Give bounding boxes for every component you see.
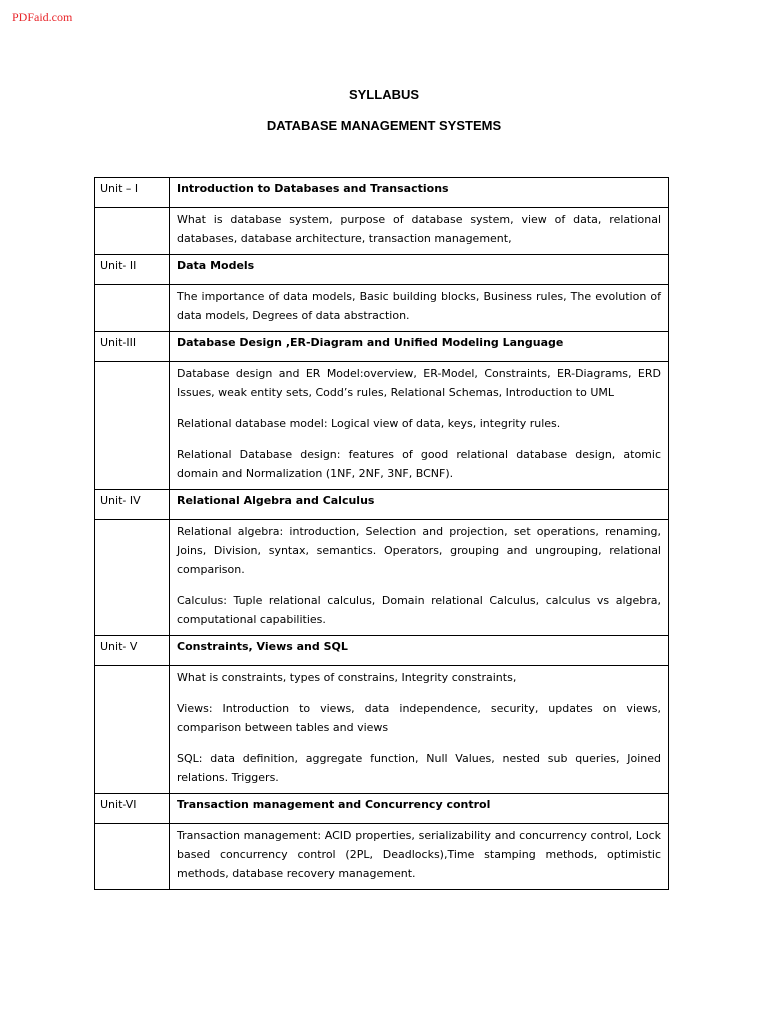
unit-number: Unit- V (95, 636, 170, 666)
unit-description (170, 208, 669, 255)
watermark: PDFaid.com (12, 10, 73, 24)
unit-heading-row (95, 255, 669, 285)
unit-number: Unit-VI (95, 794, 170, 824)
unit-description (170, 362, 669, 490)
unit-heading-row (95, 178, 669, 208)
description-paragraph: Relational algebra: introduction, Selection and projection, set operations, renaming, Joins, Division, syntax, semantics. Operators, grouping and ungrouping, relational comparison. (177, 525, 661, 576)
description-paragraph: Calculus: Tuple relational calculus, Domain relational Calculus, calculus vs algebra, computational capabilities. (177, 594, 661, 626)
description-paragraph: Views: Introduction to views, data independence, security, updates on views, comparison between tables and views (177, 702, 661, 734)
unit-content-row (95, 362, 669, 490)
course-title: DATABASE MANAGEMENT SYSTEMS (266, 118, 502, 133)
unit-content-row (95, 208, 669, 255)
syllabus-table-body (95, 178, 669, 890)
description-paragraph: What is database system, purpose of database system, view of data, relational databases, database architecture, transaction management, (177, 213, 661, 245)
unit-content-row (95, 285, 669, 332)
syllabus-title: SYLLABUS (348, 87, 420, 102)
unit-number: Unit- IV (95, 490, 170, 520)
unit-heading-row (95, 332, 669, 362)
unit-content-row (95, 666, 669, 794)
unit-heading-row (95, 636, 669, 666)
unit-description (170, 824, 669, 890)
unit-empty-cell (95, 824, 170, 890)
unit-empty-cell (95, 666, 170, 794)
unit-description (170, 285, 669, 332)
unit-heading: Transaction management and Concurrency control (170, 794, 669, 824)
description-paragraph: SQL: data definition, aggregate function, Null Values, nested sub queries, Joined relations. Triggers. (177, 752, 661, 784)
unit-empty-cell (95, 208, 170, 255)
unit-description (170, 520, 669, 636)
unit-empty-cell (95, 520, 170, 636)
description-paragraph: The importance of data models, Basic building blocks, Business rules, The evolution of data models, Degrees of data abstraction. (177, 290, 661, 322)
unit-number: Unit-III (95, 332, 170, 362)
unit-description (170, 666, 669, 794)
description-paragraph: Relational Database design: features of good relational database design, atomic domain and Normalization (1NF, 2NF, 3NF, BCNF). (177, 448, 661, 480)
description-paragraph: Relational database model: Logical view of data, keys, integrity rules. (177, 417, 561, 430)
unit-heading-row (95, 794, 669, 824)
unit-heading-row (95, 490, 669, 520)
syllabus-table (94, 177, 669, 890)
description-paragraph: What is constraints, types of constrains, Integrity constraints, (177, 671, 517, 684)
unit-number: Unit- II (95, 255, 170, 285)
unit-heading: Constraints, Views and SQL (170, 636, 669, 666)
unit-content-row (95, 520, 669, 636)
unit-empty-cell (95, 285, 170, 332)
unit-heading: Data Models (170, 255, 669, 285)
unit-content-row (95, 824, 669, 890)
unit-empty-cell (95, 362, 170, 490)
unit-heading: Introduction to Databases and Transactions (170, 178, 669, 208)
description-paragraph: Database design and ER Model:overview, ER-Model, Constraints, ER-Diagrams, ERD Issues, weak entity sets, Codd’s rules, Relational Schemas, Introduction to UML (177, 367, 661, 399)
unit-heading: Relational Algebra and Calculus (170, 490, 669, 520)
unit-heading: Database Design ,ER-Diagram and Unified Modeling Language (170, 332, 669, 362)
unit-number: Unit – I (95, 178, 170, 208)
description-paragraph: Transaction management: ACID properties, serializability and concurrency control, Lock based concurrency control (2PL, Deadlocks),Time stamping methods, optimistic methods, database recovery management. (177, 829, 661, 880)
